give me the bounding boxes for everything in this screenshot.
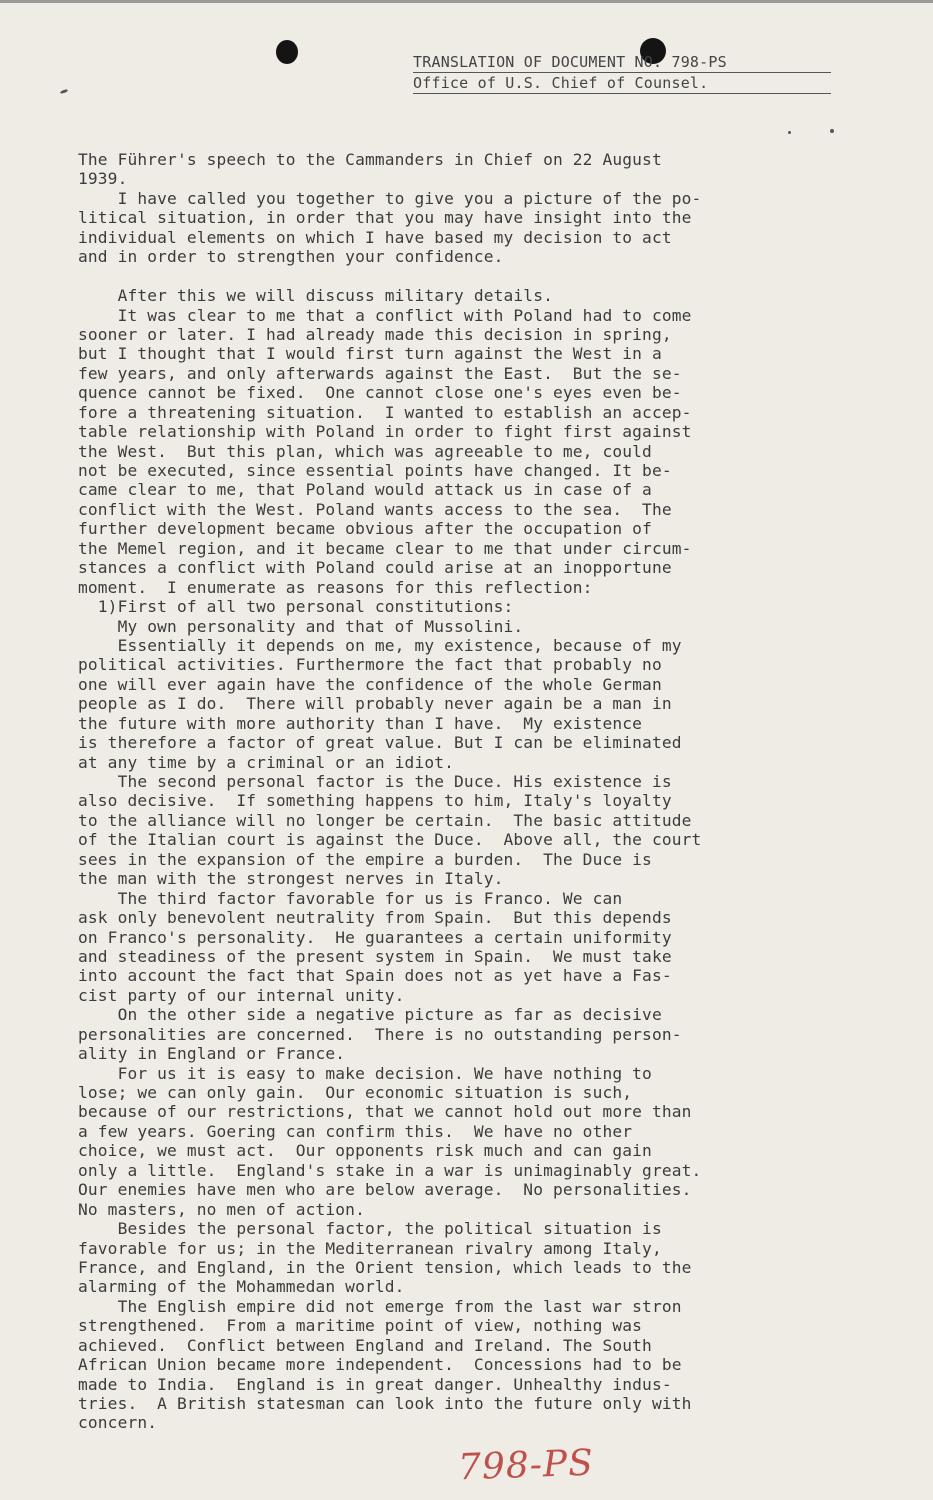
text-line: favorable for us; in the Mediterranean rivalry among Italy,	[78, 1238, 662, 1258]
text-line: ask only benevolent neutrality from Spain. But this depends	[78, 908, 672, 928]
text-line: further development became obvious after the occupation of	[78, 519, 652, 539]
text-line: table relationship with Poland in order to fight first against	[78, 422, 692, 442]
text-line: a few years. Goering can confirm this. We have no other	[78, 1121, 633, 1141]
text-line: the West. But this plan, which was agreeable to me, could	[78, 441, 652, 461]
text-line: sees in the expansion of the empire a burden. The Duce is	[78, 849, 652, 869]
text-line: into account the fact that Spain does not as yet have a Fas-	[78, 966, 672, 986]
text-line: at any time by a criminal or an idiot.	[78, 752, 455, 772]
top-edge	[0, 0, 933, 3]
text-line: quence cannot be fixed. One cannot close one's eyes even be-	[78, 383, 682, 403]
punch-hole	[276, 40, 298, 64]
header-office: Office of U.S. Chief of Counsel.	[413, 73, 831, 94]
text-line: It was clear to me that a conflict with Poland had to come	[78, 305, 692, 325]
text-line: tries. A British statesman can look into the future only with	[78, 1394, 692, 1413]
text-line: political activities. Furthermore the fact that probably no	[78, 655, 662, 675]
text-line: moment. I enumerate as reasons for this reflection:	[78, 577, 593, 597]
smudge	[788, 131, 791, 134]
smudge	[60, 89, 69, 95]
text-line: stances a conflict with Poland could arise at an inopportune	[78, 558, 672, 578]
text-line: 1939.	[78, 169, 128, 189]
text-line: of the Italian court is against the Duce. Above all, the court	[78, 830, 702, 850]
smudge	[830, 129, 834, 133]
text-line: conflict with the West. Poland wants access to the sea. The	[78, 499, 672, 519]
text-line: The Führer's speech to the Cammanders in Chief on 22 August	[78, 150, 662, 169]
text-line: individual elements on which I have based my decision to act	[78, 227, 672, 247]
text-line: alarming of the Mohammedan world.	[78, 1277, 405, 1297]
text-line: the future with more authority than I have. My existence	[78, 713, 643, 733]
text-line: not be executed, since essential points have changed. It be-	[78, 461, 672, 480]
document-header	[413, 52, 831, 94]
text-line: is therefore a factor of great value. But I can be eliminated	[78, 733, 682, 753]
text-line: few years, and only afterwards against the East. But the se-	[78, 363, 682, 383]
text-line: The second personal factor is the Duce. His existence is	[78, 772, 672, 791]
text-line: choice, we must act. Our opponents risk much and can gain	[78, 1141, 652, 1161]
text-line: On the other side a negative picture as far as decisive	[78, 1005, 662, 1025]
text-line: After this we will discuss military details.	[78, 286, 553, 306]
text-line: Essentially it depends on me, my existence, because of my	[78, 635, 682, 655]
text-line: No masters, no men of action.	[78, 1199, 365, 1219]
text-line: ality in England or France.	[78, 1044, 346, 1064]
document-body	[78, 150, 838, 1433]
text-line: concern.	[78, 1413, 158, 1433]
text-line: lose; we can only gain. Our economic situation is such,	[78, 1083, 633, 1102]
text-line: and in order to strengthen your confidence.	[78, 247, 504, 267]
text-line: but I thought that I would first turn against the West in a	[78, 344, 662, 364]
header-title: TRANSLATION OF DOCUMENT NO. 798-PS	[413, 52, 831, 73]
text-line: only a little. England's stake in a war is unimaginably great.	[78, 1160, 702, 1180]
text-line: The third factor favorable for us is Franco. We can	[78, 888, 623, 908]
text-line: I have called you together to give you a picture of the po-	[78, 188, 702, 208]
text-line: on Franco's personality. He guarantees a certain uniformity	[78, 927, 672, 947]
text-line	[78, 267, 838, 286]
text-line: African Union became more independent. Concessions had to be	[78, 1355, 682, 1375]
text-line: the man with the strongest nerves in Italy.	[78, 869, 504, 889]
text-line: the Memel region, and it became clear to me that under circum-	[78, 538, 692, 558]
text-line: also decisive. If something happens to him, Italy's loyalty	[78, 791, 672, 811]
text-line: came clear to me, that Poland would attack us in case of a	[78, 480, 652, 500]
text-line: litical situation, in order that you may have insight into the	[78, 208, 692, 228]
text-line: 1)First of all two personal constitutions:	[78, 597, 514, 617]
text-line: My own personality and that of Mussolini.	[78, 616, 524, 636]
text-line: The English empire did not emerge from the last war stron	[78, 1296, 682, 1316]
text-line: because of our restrictions, that we cannot hold out more than	[78, 1102, 692, 1122]
handwritten-document-number: 798-PS	[457, 1442, 595, 1489]
text-line: personalities are concerned. There is no outstanding person-	[78, 1024, 682, 1044]
text-line: achieved. Conflict between England and Ireland. The South	[78, 1335, 652, 1355]
text-line: Besides the personal factor, the political situation is	[78, 1219, 662, 1239]
text-line: fore a threatening situation. I wanted to establish an accep-	[78, 402, 692, 422]
text-line: to the alliance will no longer be certain. The basic attitude	[78, 810, 692, 830]
text-line: made to India. England is in great danger. Unhealthy indus-	[78, 1374, 672, 1394]
text-line: France, and England, in the Orient tension, which leads to the	[78, 1257, 692, 1277]
text-line: one will ever again have the confidence of the whole German	[78, 674, 662, 694]
text-line: sooner or later. I had already made this decision in spring,	[78, 324, 672, 344]
text-line: strengthened. From a maritime point of view, nothing was	[78, 1316, 643, 1336]
text-line: and steadiness of the present system in Spain. We must take	[78, 946, 672, 966]
text-line: For us it is easy to make decision. We have nothing to	[78, 1063, 652, 1083]
text-line: Our enemies have men who are below average. No personalities.	[78, 1180, 692, 1200]
text-line: cist party of our internal unity.	[78, 985, 405, 1005]
text-line: people as I do. There will probably never again be a man in	[78, 694, 672, 714]
